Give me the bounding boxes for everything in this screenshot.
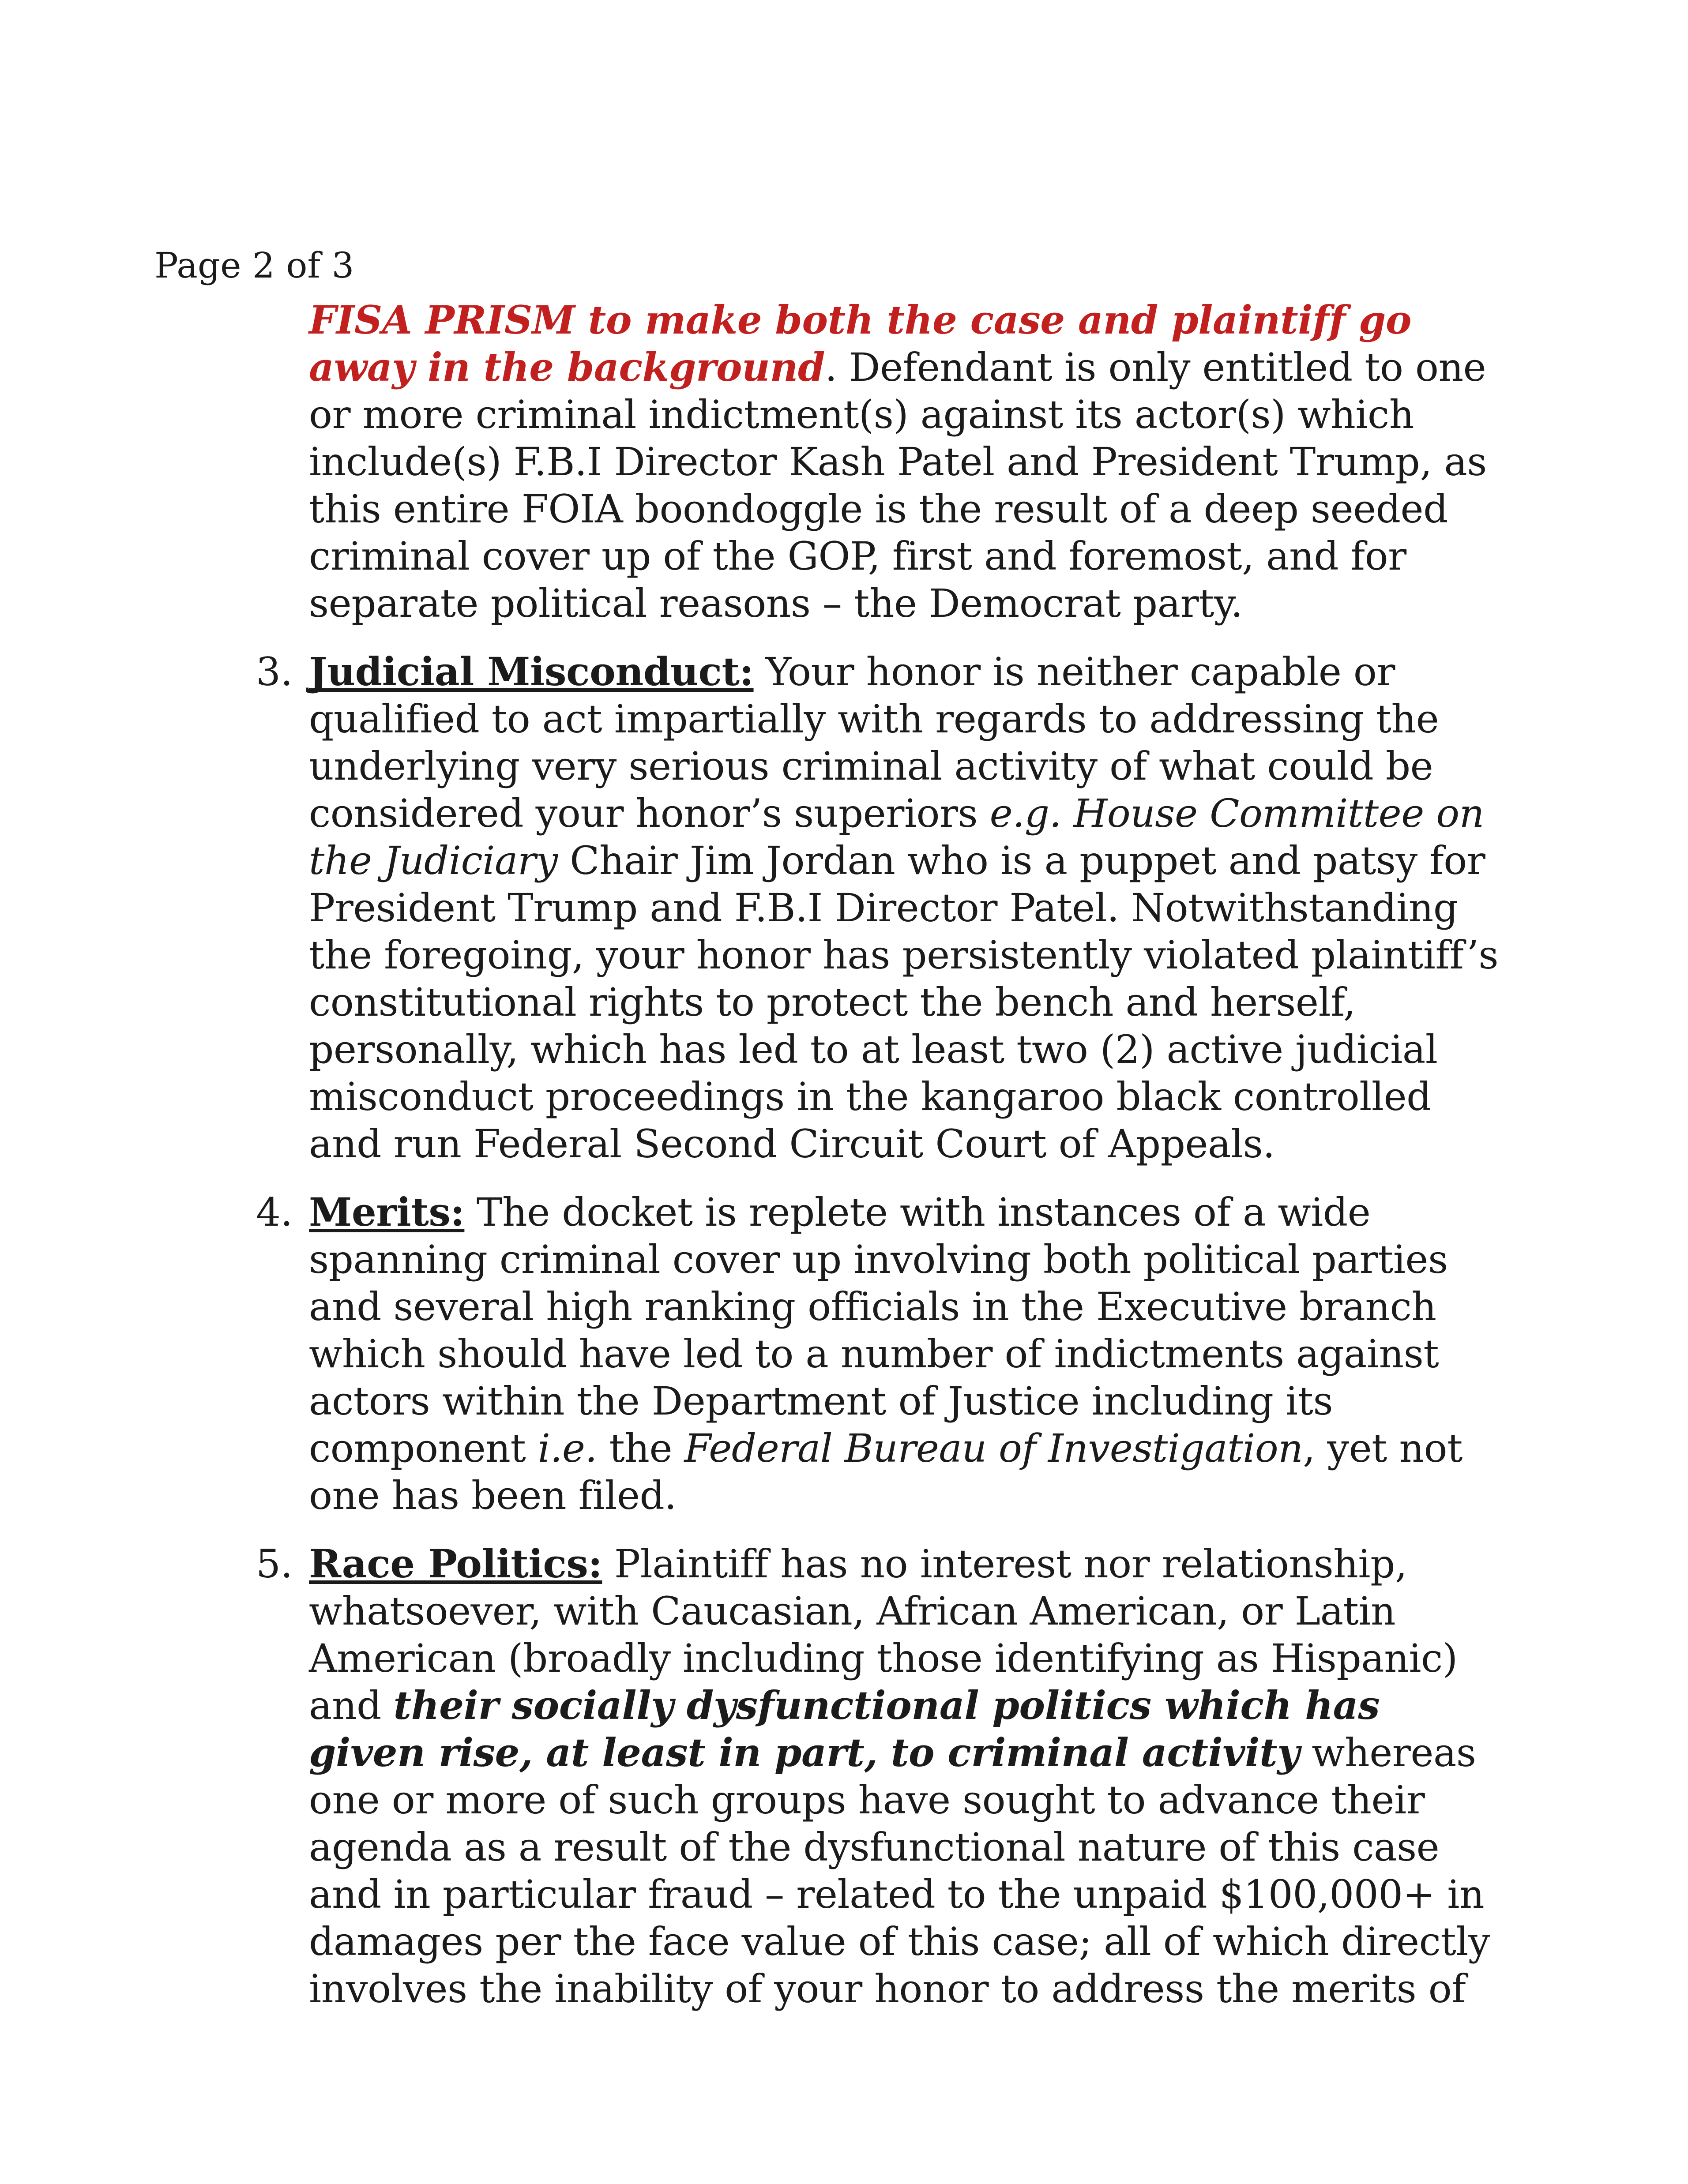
list-item-text: Judicial Misconduct: Your honor is neither capable or qualified to act impartially with regards to addressing the underlying very serious criminal activity of what could be considered your honor’s superiors e.g. House Committee on the Judiciary Chair Jim Jordan who is a puppet and patsy for President Trump and F.B.I Director Patel. Notwithstanding the foregoing, your honor has persistently violated plaintiff’s constitutional rights to protect the bench and herself, personally, which has led to at least two (2) active judicial misconduct proceedings in the kangaroo black controlled and run Federal Second Circuit Court of Appeals.	[309, 649, 1499, 1167]
list-item	[256, 1189, 1556, 1519]
list-item-number: 4.	[256, 1190, 293, 1235]
list-item-text: Merits: The docket is replete with instances of a wide spanning criminal cover up involving both political parties and several high ranking officials in the Executive branch which should have led to a number of indictments against actors within the Department of Justice including its component i.e. the Federal Bureau of Investigation, yet not one has been filed.	[309, 1189, 1462, 1518]
intro-paragraph: FISA PRISM to make both the case and plaintiff go away in the background. Defendant is only entitled to one or more criminal indictment(s) against its actor(s) which include(s) F.B.I Director Kash Patel and President Trump, as this entire FOIA boondoggle is the result of a deep seeded criminal cover up of the GOP, first and foremost, and for separate political reasons – the Democrat party.	[309, 297, 1487, 626]
list-item-number: 3.	[256, 649, 293, 694]
list-item	[256, 1540, 1556, 2012]
list-item-number: 5.	[256, 1541, 293, 1587]
list-item	[256, 648, 1556, 1167]
page-number-label: Page 2 of 3	[154, 245, 354, 286]
document-body	[256, 296, 1556, 2012]
list-item-text: Race Politics: Plaintiff has no interest nor relationship, whatsoever, with Caucasian, African American, or Latin American (broadly including those identifying as Hispanic) and their socially dysfunctional politics which has given rise, at least in part, to criminal activity whereas one or more of such groups have sought to advance their agenda as a result of the dysfunctional nature of this case and in particular fraud – related to the unpaid $100,000+ in damages per the face value of this case; all of which directly involves the inability of your honor to address the merits of	[309, 1541, 1490, 2011]
